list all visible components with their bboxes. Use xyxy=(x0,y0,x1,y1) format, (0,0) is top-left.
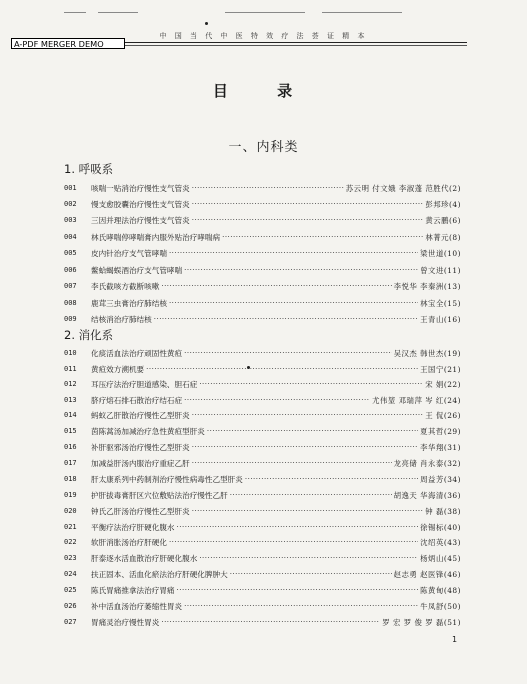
entry-title: 钟氏乙肝汤治疗慢性乙型肝炎 xyxy=(91,506,190,516)
running-head: 中 国 当 代 中 医 特 效 疗 法 荟 证 精 本 xyxy=(159,32,368,40)
toc-entry[interactable] xyxy=(64,213,461,227)
leader-dots xyxy=(161,279,391,293)
entry-number: 005 xyxy=(64,249,77,257)
leader-dots xyxy=(184,263,418,277)
entry-author-page: 陈黄甸(48) xyxy=(420,585,461,595)
entry-author-page: 周益芳(34) xyxy=(420,474,461,484)
entry-title: 胃痛灵治疗慢性胃炎 xyxy=(91,617,160,627)
entry-number: 017 xyxy=(64,459,77,467)
entry-number: 020 xyxy=(64,507,77,515)
toc-entry[interactable] xyxy=(64,567,461,581)
entry-title: 鳖蛤蝎蜈酒治疗支气管哮喘 xyxy=(91,265,183,275)
entry-author-page: 王国宁(21) xyxy=(420,364,461,374)
leader-dots xyxy=(192,213,424,227)
entry-title: 肝太康系列中药制剂治疗慢性病毒性乙型肝炎 xyxy=(91,474,243,484)
entry-author-page: 胡逸天 华海清(36) xyxy=(393,490,461,500)
entry-number: 003 xyxy=(64,216,77,224)
entry-title: 蚂蚁乙肝散治疗慢性乙型肝炎 xyxy=(91,410,190,420)
entry-title: 陈氏胃痛推拿法治疗胃痛 xyxy=(91,585,175,595)
entry-author-page: 李悦华 李秦洲(13) xyxy=(393,281,461,291)
entry-number: 002 xyxy=(64,200,77,208)
entry-author-page: 钟 磊(38) xyxy=(425,506,461,516)
leader-dots xyxy=(184,393,370,407)
entry-title: 三因并理法治疗慢性支气管炎 xyxy=(91,215,190,225)
toc-entry[interactable] xyxy=(64,551,461,565)
entry-number: 009 xyxy=(64,315,77,323)
leader-dots xyxy=(245,472,418,486)
page-number: 1 xyxy=(452,635,458,644)
entry-number: 027 xyxy=(64,618,77,626)
entry-author-page: 杨炳山(45) xyxy=(420,553,461,563)
entry-author-page: 林宝全(15) xyxy=(420,298,461,308)
entry-title: 补肝驱邪汤治疗慢性乙型肝炎 xyxy=(91,442,190,452)
entry-author-page: 曾文进(11) xyxy=(420,265,461,275)
entry-number: 018 xyxy=(64,475,77,483)
entry-title: 茵陈蒿汤加减治疗急性黄疸型肝炎 xyxy=(91,426,205,436)
toc-entry[interactable] xyxy=(64,312,461,326)
leader-dots xyxy=(184,346,392,360)
entry-number: 025 xyxy=(64,586,77,594)
entry-title: 平衡疗法治疗肝硬化腹水 xyxy=(91,522,175,532)
leader-dots xyxy=(230,488,392,502)
toc-entry[interactable] xyxy=(64,535,461,549)
entry-number: 008 xyxy=(64,299,77,307)
entry-number: 006 xyxy=(64,266,77,274)
leader-dots xyxy=(207,424,418,438)
leader-dots xyxy=(192,197,424,211)
toc-entry[interactable] xyxy=(64,440,461,454)
entry-author-page: 尤伟堃 邓瑞萍 岑 红(24) xyxy=(372,395,461,405)
part-title: 一、内科类 xyxy=(228,140,299,155)
entry-number: 026 xyxy=(64,602,77,610)
leader-dots xyxy=(199,551,418,565)
watermark-label: A-PDF MERGER DEMO xyxy=(11,38,125,49)
leader-dots xyxy=(177,520,419,534)
entry-title: 慢支愈胶囊治疗慢性支气管炎 xyxy=(91,199,190,209)
entry-number: 012 xyxy=(64,380,77,388)
toc-entry[interactable] xyxy=(64,520,461,534)
leader-dots xyxy=(192,408,423,422)
entry-title: 肝泰逐水活血散治疗肝硬化腹水 xyxy=(91,553,198,563)
entry-title: 加减益肝汤内服治疗重症乙肝 xyxy=(91,458,190,468)
section-heading: 1. 呼吸系 xyxy=(64,162,114,176)
leader-dots xyxy=(230,567,392,581)
entry-title: 皮内针治疗支气管哮喘 xyxy=(91,248,167,258)
entry-number: 022 xyxy=(64,538,77,546)
entry-author-page: 黄云鹏(6) xyxy=(425,215,461,225)
scan-mark xyxy=(225,12,305,13)
leader-dots xyxy=(169,535,418,549)
entry-title: 软肝消胀汤治疗肝硬化 xyxy=(91,537,167,547)
toc-entry[interactable] xyxy=(64,408,461,422)
scan-mark xyxy=(322,12,402,13)
entry-title: 脐疗熔石排石散治疗结石症 xyxy=(91,395,183,405)
toc-entry[interactable] xyxy=(64,599,461,613)
entry-number: 024 xyxy=(64,570,77,578)
toc-entry[interactable] xyxy=(64,279,461,293)
entry-number: 015 xyxy=(64,427,77,435)
entry-title: 化痰活血法治疗顽固性黄疸 xyxy=(91,348,183,358)
entry-title: 咳喘一贴消治疗慢性支气管炎 xyxy=(91,183,190,193)
toc-entry[interactable] xyxy=(64,181,461,195)
leader-dots xyxy=(199,377,423,391)
entry-number: 011 xyxy=(64,365,77,373)
entry-number: 004 xyxy=(64,233,77,241)
entry-number: 023 xyxy=(64,554,77,562)
entry-title: 结核消治疗肺结核 xyxy=(91,314,152,324)
entry-title: 林氏哮喘停哮喘膏内服外贴治疗哮喘病 xyxy=(91,232,221,242)
entry-title: 鹿茸三虫膏治疗肺结核 xyxy=(91,298,167,308)
entry-title: 护肝拔毒膏肝区穴位敷贴法治疗慢性乙肝 xyxy=(91,490,228,500)
entry-author-page: 徐锡标(40) xyxy=(420,522,461,532)
page-title: 目 录 xyxy=(212,82,315,100)
entry-author-page: 龙亮储 肖永泰(32) xyxy=(393,458,461,468)
leader-dots xyxy=(192,504,423,518)
toc-entry[interactable] xyxy=(64,377,461,391)
entry-number: 010 xyxy=(64,349,77,357)
leader-dots xyxy=(184,599,418,613)
leader-dots xyxy=(169,296,418,310)
entry-number: 016 xyxy=(64,443,77,451)
entry-author-page: 夏其哲(29) xyxy=(420,426,461,436)
entry-author-page: 苏云明 付文娥 李淑蓬 范胜代(2) xyxy=(345,183,461,193)
toc-entry[interactable] xyxy=(64,296,461,310)
entry-author-page: 彭邦珍(4) xyxy=(425,199,461,209)
entry-title: 补中活血汤治疗萎缩性胃炎 xyxy=(91,601,183,611)
toc-entry[interactable] xyxy=(64,346,461,360)
toc-entry[interactable] xyxy=(64,393,461,407)
leader-dots xyxy=(161,615,380,629)
entry-title: 扶正固本、活血化瘀法治疗肝硬化脾肿大 xyxy=(91,569,228,579)
toc-entry[interactable] xyxy=(64,615,461,629)
entry-author-page: 宋 娟(22) xyxy=(425,379,461,389)
entry-number: 019 xyxy=(64,491,77,499)
toc-entry[interactable] xyxy=(64,583,461,597)
toc-entry[interactable] xyxy=(64,472,461,486)
entry-author-page: 吴汉杰 韩世杰(19) xyxy=(393,348,461,358)
entry-author-page: 李华翔(31) xyxy=(420,442,461,452)
scan-speck xyxy=(205,22,208,25)
entry-title: 耳压疗法治疗胆道感染、胆石症 xyxy=(91,379,198,389)
entry-title: 李氏截咳方截断咳嗽 xyxy=(91,281,160,291)
entry-number: 001 xyxy=(64,184,77,192)
toc-entry[interactable] xyxy=(64,456,461,470)
leader-dots xyxy=(177,583,419,597)
leader-dots xyxy=(192,440,418,454)
leader-dots xyxy=(192,456,392,470)
entry-author-page: 王 侃(26) xyxy=(425,410,461,420)
toc-entry[interactable] xyxy=(64,488,461,502)
toc-entry[interactable] xyxy=(64,424,461,438)
section-heading: 2. 消化系 xyxy=(64,328,114,342)
leader-dots xyxy=(192,181,344,195)
scan-mark xyxy=(64,12,86,13)
toc-entry[interactable] xyxy=(64,504,461,518)
toc-entry[interactable] xyxy=(64,197,461,211)
entry-author-page: 梁世道(10) xyxy=(420,248,461,258)
leader-dots xyxy=(169,246,418,260)
entry-author-page: 沈绍英(43) xyxy=(420,537,461,547)
leader-dots xyxy=(154,312,418,326)
toc-entry[interactable] xyxy=(64,230,461,244)
entry-author-page: 罗 宏 罗 俊 罗 磊(51) xyxy=(382,617,461,627)
leader-dots xyxy=(222,230,423,244)
entry-author-page: 林菁元(8) xyxy=(425,232,461,242)
entry-number: 021 xyxy=(64,523,77,531)
entry-title: 黄疸效方溯机要 xyxy=(91,364,145,374)
toc-entry[interactable] xyxy=(64,362,461,376)
entry-number: 014 xyxy=(64,411,77,419)
leader-dots xyxy=(146,362,418,376)
scan-speck xyxy=(247,366,250,369)
toc-entry[interactable] xyxy=(64,263,461,277)
entry-author-page: 牛凤舒(50) xyxy=(420,601,461,611)
entry-number: 013 xyxy=(64,396,77,404)
entry-author-page: 王青山(16) xyxy=(420,314,461,324)
entry-number: 007 xyxy=(64,282,77,290)
scan-mark xyxy=(98,12,138,13)
toc-entry[interactable] xyxy=(64,246,461,260)
entry-author-page: 赵志勇 赵医锋(46) xyxy=(393,569,461,579)
